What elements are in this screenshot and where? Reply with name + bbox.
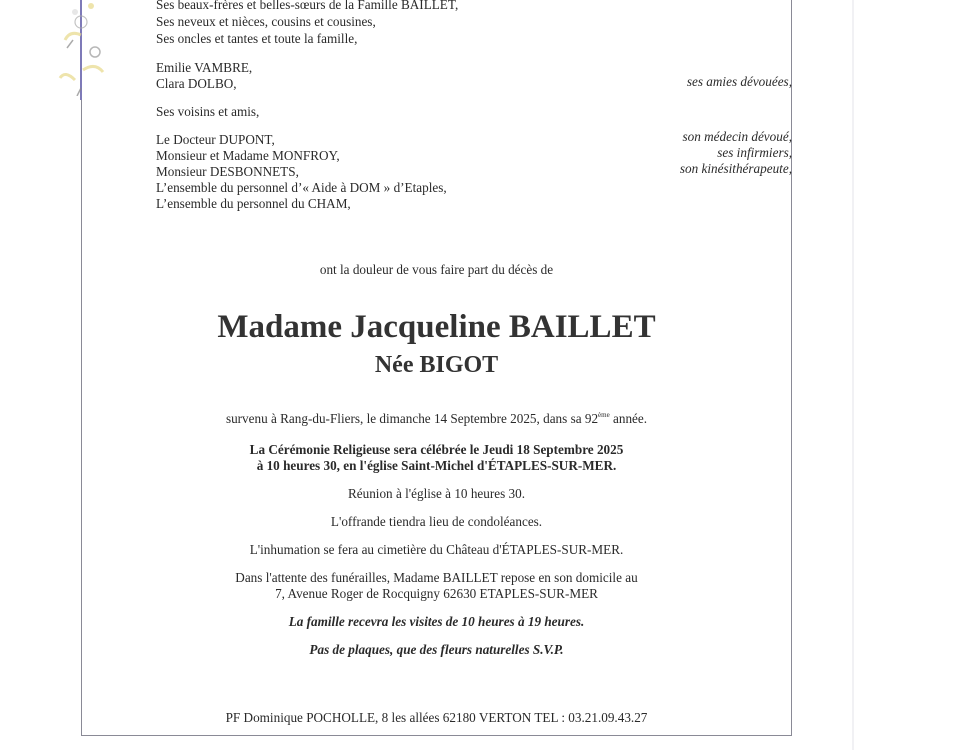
neighbors-line: Ses voisins et amis, [156,104,260,119]
funeral-home-line: PF Dominique POCHOLLE, 8 les allées 62180 VERTON TEL : 03.21.09.43.27 [225,710,648,725]
death-info-text: survenu à Rang-du-Fliers, le dimanche 14 Septembre 2025, dans sa 92 [225,411,599,426]
announcement-intro: ont la douleur de vous faire part du décès de [319,262,554,277]
offering-line: L'offrande tiendra lieu de condoléances. [330,514,543,529]
resting-line: Dans l'attente des funérailles, Madame BAILLET repose en son domicile au [235,570,638,585]
ceremony-line: à 10 heures 30, en l'église Saint-Michel d'ÉTAPLES-SUR-MER. [256,458,617,473]
deceased-name: Madame Jacqueline BAILLET [217,309,656,345]
friend-role: ses amies dévouées, [686,74,792,89]
care-role: ses infirmiers, [717,145,792,160]
family-line: Ses oncles et tantes et toute la famille, [156,31,358,46]
care-name: Monsieur et Madame MONFROY, [156,148,340,163]
friend-name: Clara DOLBO, [156,76,237,91]
family-line: Ses beaux-frères et belles-sœurs de la Famille BAILLET, [156,0,459,12]
care-role: son kinésithérapeute, [679,161,792,176]
care-name: Monsieur DESBONNETS, [156,164,299,179]
visits-line: La famille recevra les visites de 10 heures à 19 heures. [288,614,585,629]
maiden-name: Née BIGOT [374,352,499,378]
flower-decoration-icon [55,0,115,96]
care-name: Le Docteur DUPONT, [156,132,275,147]
care-role: son médecin dévoué, [682,129,792,144]
flowers-line: Pas de plaques, que des fleurs naturelles S.V.P. [309,642,564,657]
death-info-suffix: année. [609,411,648,426]
ceremony-line: La Cérémonie Religieuse sera célébrée le Jeudi 18 Septembre 2025 [249,442,624,457]
burial-line: L'inhumation se fera au cimetière du Château d'ÉTAPLES-SUR-MER. [249,542,624,557]
ordinal-suffix: ème [598,411,610,419]
care-name: L’ensemble du personnel d’« Aide à DOM » d’Etaples, [156,180,447,195]
resting-line: 7, Avenue Roger de Rocquigny 62630 ETAPLES-SUR-MER [275,586,598,601]
care-name: L’ensemble du personnel du CHAM, [156,196,351,211]
family-line: Ses neveux et nièces, cousins et cousines, [156,14,376,29]
death-info [0,407,873,427]
friend-name: Emilie VAMBRE, [156,60,253,75]
meeting-line: Réunion à l'église à 10 heures 30. [347,486,526,501]
